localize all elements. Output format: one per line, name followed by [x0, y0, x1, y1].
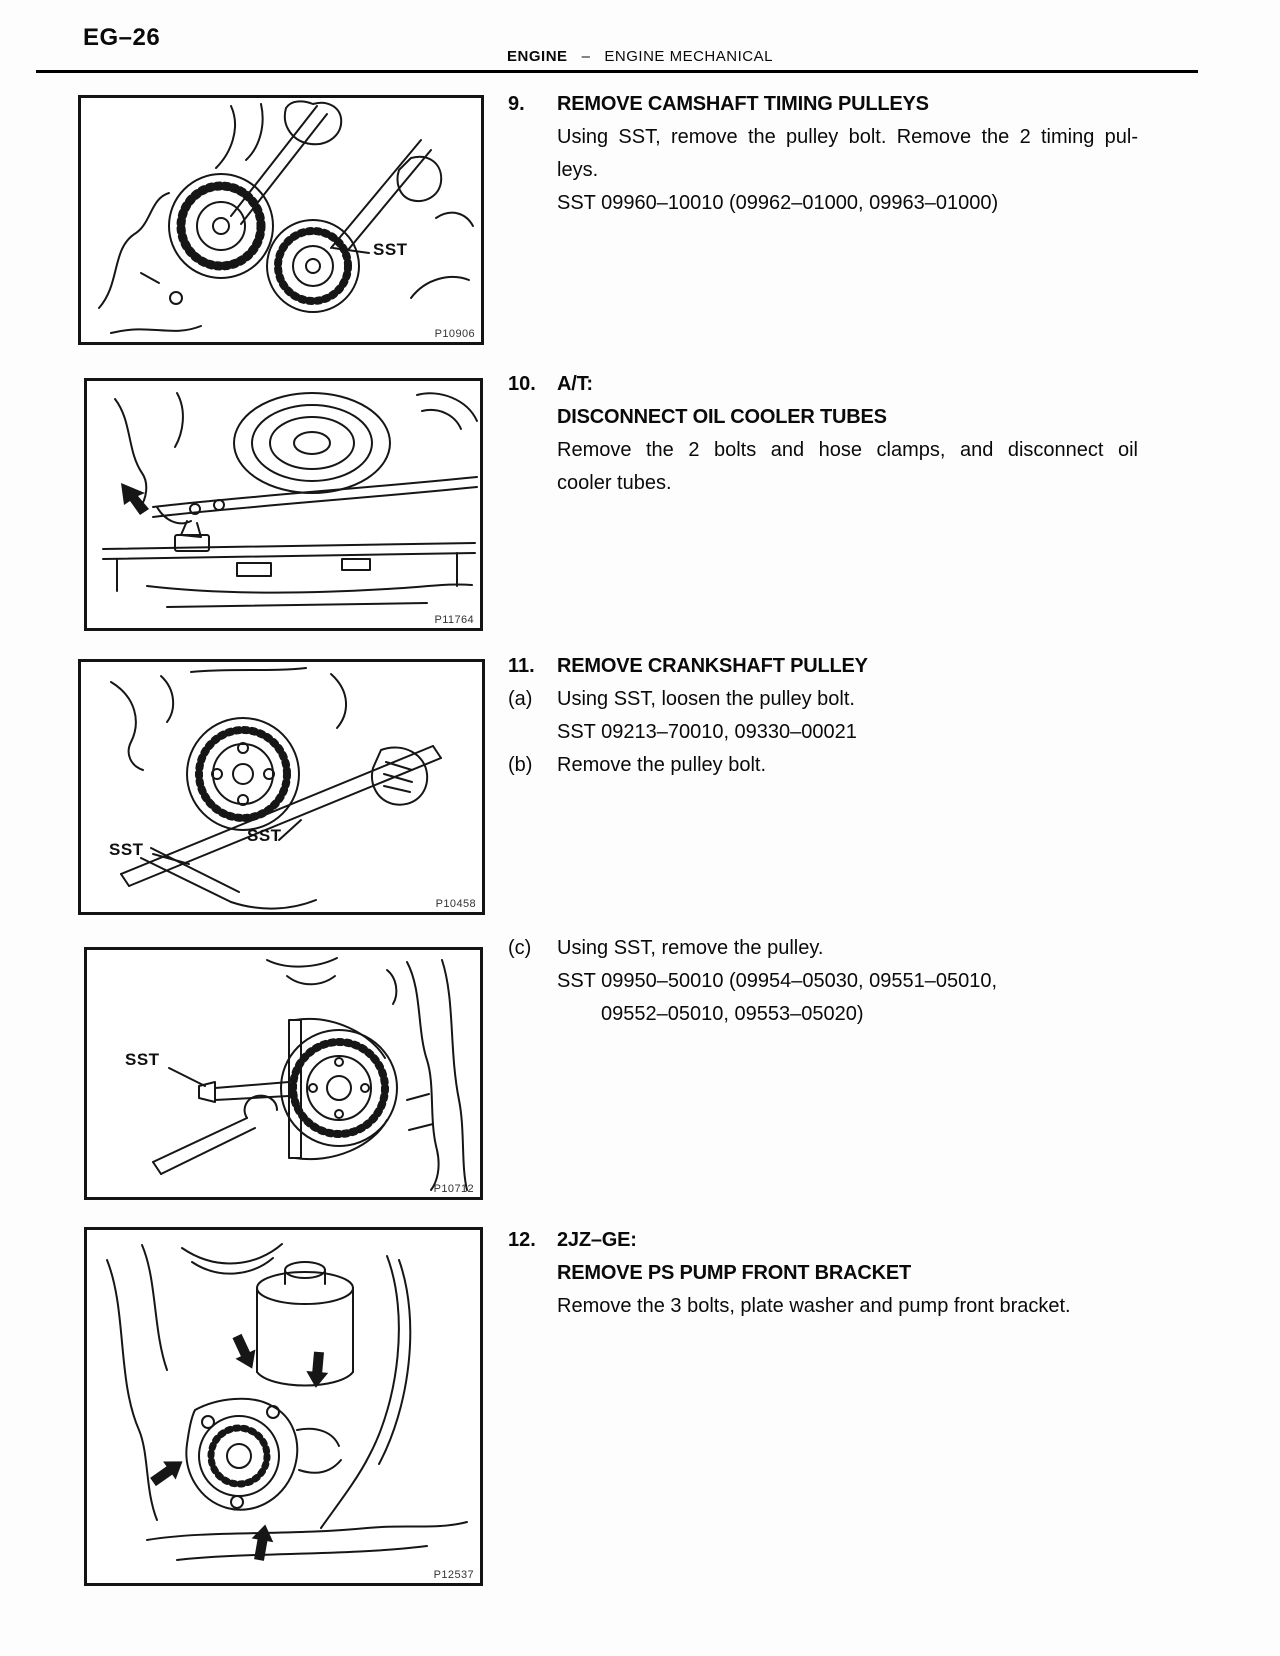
figure-id: P10906 — [434, 328, 475, 340]
sst-part-numbers: SST 09960–10010 (09962–01000, 09963–01000) — [557, 192, 999, 214]
step-title: REMOVE CAMSHAFT TIMING PULLEYS — [557, 93, 929, 115]
step-12 — [508, 1224, 1138, 1323]
step-text: cooler tubes. — [557, 472, 672, 494]
figure-id: P11764 — [434, 614, 474, 626]
header-rule — [36, 70, 1198, 73]
page-number: EG–26 — [83, 24, 161, 51]
sst-part-numbers: 09552–05010, 09553–05020) — [601, 1003, 864, 1025]
breadcrumb-subsection: ENGINE MECHANICAL — [604, 48, 773, 65]
step-text: Using SST, remove the pulley bolt. Remove the 2 timing pul- — [557, 126, 1138, 148]
step-variant: A/T: — [557, 373, 593, 395]
engine-line-art — [81, 98, 481, 342]
step-title: DISCONNECT OIL COOLER TUBES — [557, 406, 887, 428]
engine-line-art — [87, 381, 480, 628]
figure-id: P12537 — [433, 1569, 474, 1581]
figure-id: P10712 — [433, 1183, 474, 1195]
substep-label: (b) — [508, 754, 533, 776]
step-title: REMOVE PS PUMP FRONT BRACKET — [557, 1262, 912, 1284]
figure-id: P10458 — [435, 898, 476, 910]
substep-label: (c) — [508, 937, 532, 959]
step-variant: 2JZ–GE: — [557, 1229, 637, 1251]
figure-camshaft-timing-pulleys — [78, 95, 484, 345]
figure-ps-pump-front-bracket — [84, 1227, 483, 1586]
step-number: 9. — [508, 93, 525, 115]
step-number: 10. — [508, 373, 536, 395]
substep-text: Using SST, remove the pulley. — [557, 937, 824, 959]
sst-callout-label: SST — [109, 840, 144, 859]
sst-callout-label: SST — [373, 240, 408, 259]
step-9 — [508, 88, 1138, 220]
substep-text: Using SST, loosen the pulley bolt. — [557, 688, 855, 710]
figure-crankshaft-pulley-loosen — [78, 659, 485, 915]
figure-crankshaft-pulley-remove — [84, 947, 483, 1200]
step-text: Remove the 3 bolts, plate washer and pump front bracket. — [557, 1295, 1071, 1317]
step-number: 11. — [508, 655, 535, 677]
sst-part-numbers: SST 09950–50010 (09954–05030, 09551–05010, — [557, 970, 998, 992]
step-11 — [508, 650, 1138, 782]
substep-text: Remove the pulley bolt. — [557, 754, 767, 776]
breadcrumb — [0, 48, 1280, 65]
engine-line-art — [87, 950, 480, 1197]
step-11c — [508, 932, 1138, 1031]
step-text: leys. — [557, 159, 599, 181]
breadcrumb-section: ENGINE — [507, 48, 568, 65]
substep-label: (a) — [508, 688, 533, 710]
step-title: REMOVE CRANKSHAFT PULLEY — [557, 655, 868, 677]
breadcrumb-separator: – — [581, 48, 591, 65]
bolt-arrow-icons — [147, 1331, 330, 1562]
sst-callout-label: SST — [125, 1050, 160, 1069]
engine-line-art — [87, 1230, 480, 1583]
figure-oil-cooler-tubes — [84, 378, 483, 631]
step-text: Remove the 2 bolts and hose clamps, and disconnect oil — [557, 439, 1138, 461]
step-number: 12. — [508, 1229, 536, 1251]
engine-line-art — [81, 662, 482, 912]
sst-part-numbers: SST 09213–70010, 09330–00021 — [557, 721, 857, 743]
sst-callout-label: SST — [247, 826, 282, 845]
step-10 — [508, 368, 1138, 500]
